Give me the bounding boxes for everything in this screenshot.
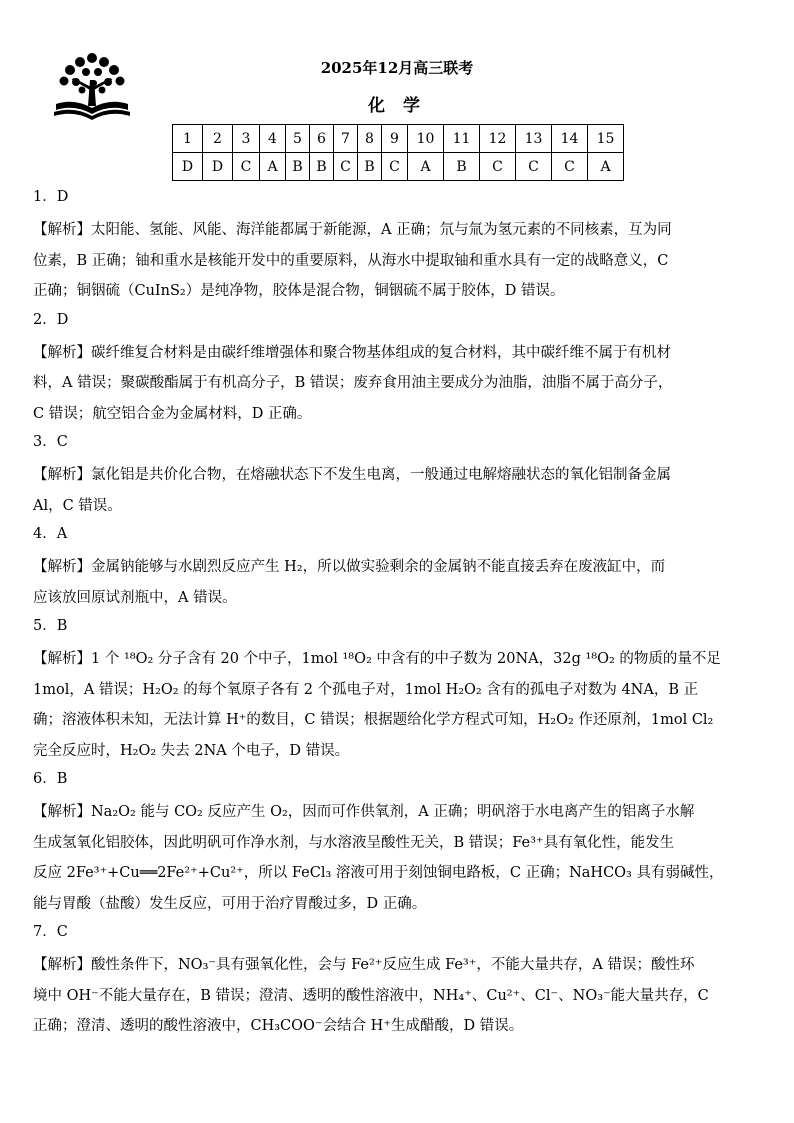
answer-letter-row xyxy=(173,153,624,181)
explanation-line: 【解析】酸性条件下，NO₃⁻具有强氧化性，会与 Fe²⁺反应生成 Fe³⁺，不能大量共存，A 错误；酸性环 xyxy=(33,957,695,973)
answer-table-cell: B xyxy=(286,153,310,181)
answer-table-cell: C xyxy=(382,153,408,181)
explanation-line: 确；溶液体积未知，无法计算 H⁺的数目，C 错误；根据题给化学方程式可知，H₂O₂ 作还原剂，1mol Cl₂ xyxy=(33,712,714,728)
answer-table-cell: 11 xyxy=(444,125,480,153)
question-number: 2．D xyxy=(33,311,69,328)
explanation-line: C 错误；航空铝合金为金属材料，D 正确。 xyxy=(33,405,312,422)
explanation-line: 生成氢氧化铝胶体，因此明矾可作净水剂，与水溶液呈酸性无关，B 错误；Fe³⁺具有氧化性，能发生 xyxy=(33,834,675,851)
answer-table-cell: 13 xyxy=(516,125,552,153)
answer-table-cell: A xyxy=(260,153,286,181)
explanation-line: 【解析】氯化铝是共价化合物，在熔融状态下不发生电离，一般通过电解熔融状态的氧化铝制备金属 xyxy=(33,467,671,483)
answer-table-cell: 4 xyxy=(260,125,286,153)
explanation-paragraph xyxy=(33,644,761,766)
explanation-paragraph xyxy=(33,460,761,521)
answer-table-cell: A xyxy=(588,153,624,181)
explanation-paragraph xyxy=(33,215,761,307)
answer-table-cell: 7 xyxy=(334,125,358,153)
explanation-line: 【解析】1 个 ¹⁸O₂ 分子含有 20 个中子，1mol ¹⁸O₂ 中含有的中子数为 20NA，32g ¹⁸O₂ 的物质的量不足 xyxy=(33,651,721,667)
answer-table-cell: C xyxy=(480,153,516,181)
answer-table-cell: 1 xyxy=(173,125,203,153)
explanation-paragraph xyxy=(33,950,761,1042)
explanation-line: 【解析】Na₂O₂ 能与 CO₂ 反应产生 O₂，因而可作供氧剂，A 正确；明矾溶于水电离产生的铝离子水解 xyxy=(33,804,695,820)
question-number-row xyxy=(173,125,624,153)
explanation-paragraph xyxy=(33,552,761,613)
answer-table-cell: 8 xyxy=(358,125,382,153)
answer-table-cell: 2 xyxy=(203,125,233,153)
answer-table-cell: C xyxy=(233,153,260,181)
answer-table-cell: 12 xyxy=(480,125,516,153)
explanation-line: 【解析】碳纤维复合材料是由碳纤维增强体和聚合物基体组成的复合材料，其中碳纤维不属于有机材 xyxy=(33,344,671,361)
subject-heading: 化 学 xyxy=(368,96,426,116)
explanation-line: 1mol，A 错误；H₂O₂ 的每个氧原子各有 2 个孤电子对，1mol H₂O₂ 含有的孤电子对数为 4NA，B 正 xyxy=(33,681,699,698)
answer-table-cell: A xyxy=(408,153,444,181)
explanation-line: 正确；铜铟硫（CuInS₂）是纯净物，胶体是混合物，铜铟硫不属于胶体，D 错误。 xyxy=(33,283,565,299)
explanation-line: 正确；澄清、透明的酸性溶液中，CH₃COO⁻会结合 H⁺生成醋酸，D 错误。 xyxy=(33,1018,524,1034)
explanation-paragraph xyxy=(33,338,761,430)
explanation-line: 境中 OH⁻不能大量存在，B 错误；澄清、透明的酸性溶液中，NH₄⁺、Cu²⁺、Cl⁻、NO₃⁻能大量共存，C xyxy=(33,987,709,1004)
explanation-line: 能与胃酸（盐酸）发生反应，可用于治疗胃酸过多，D 正确。 xyxy=(33,895,427,912)
answer-table-cell: 9 xyxy=(382,125,408,153)
explanation-line: Al，C 错误。 xyxy=(33,497,122,514)
explanation-list xyxy=(33,186,761,1044)
answer-key-table xyxy=(172,124,624,181)
explanation-line: 完全反应时，H₂O₂ 失去 2NA 个电子，D 错误。 xyxy=(33,742,350,759)
answer-table-cell: D xyxy=(173,153,203,181)
answer-table-cell: 6 xyxy=(310,125,334,153)
explanation-line: 位素，B 正确；铀和重水是核能开发中的重要原料，从海水中提取铀和重水具有一定的战略意义，C xyxy=(33,252,669,269)
explanation-line: 料，A 错误；聚碳酸酯属于有机高分子，B 错误；废弃食用油主要成分为油脂，油脂不属于高分子， xyxy=(33,375,673,391)
answer-table-cell: B xyxy=(310,153,334,181)
answer-table-cell: 10 xyxy=(408,125,444,153)
explanation-line: 反应 2Fe³⁺+Cu══2Fe²⁺+Cu²⁺，所以 FeCl₃ 溶液可用于刻蚀铜电路板，C 正确；NaHCO₃ 具有弱碱性， xyxy=(33,865,724,881)
question-number: 1．D xyxy=(33,189,69,205)
answer-table-cell: B xyxy=(444,153,480,181)
page-title: 2025年12月高三联考 xyxy=(320,59,474,77)
explanation-paragraph xyxy=(33,797,761,919)
answer-table-cell: D xyxy=(203,153,233,181)
answer-table-cell: 15 xyxy=(588,125,624,153)
answer-table-cell: C xyxy=(334,153,358,181)
answer-table-cell: B xyxy=(358,153,382,181)
question-number: 5．B xyxy=(33,618,68,634)
answer-table-cell: 5 xyxy=(286,125,310,153)
question-number: 7．C xyxy=(33,924,68,940)
question-number: 6．B xyxy=(33,771,68,787)
answer-table-cell: 14 xyxy=(552,125,588,153)
explanation-line: 应该放回原试剂瓶中，A 错误。 xyxy=(33,589,237,606)
question-number: 3．C xyxy=(33,434,68,450)
explanation-line: 【解析】太阳能、氢能、风能、海洋能都属于新能源，A 正确；氘与氚为氢元素的不同核素，互为同 xyxy=(33,222,672,238)
answer-table-cell: 3 xyxy=(233,125,260,153)
explanation-line: 【解析】金属钠能够与水剧烈反应产生 H₂，所以做实验剩余的金属钠不能直接丢弃在废液缸中，而 xyxy=(33,559,666,575)
question-number: 4．A xyxy=(33,526,68,542)
answer-table-cell: C xyxy=(516,153,552,181)
answer-table-cell: C xyxy=(552,153,588,181)
